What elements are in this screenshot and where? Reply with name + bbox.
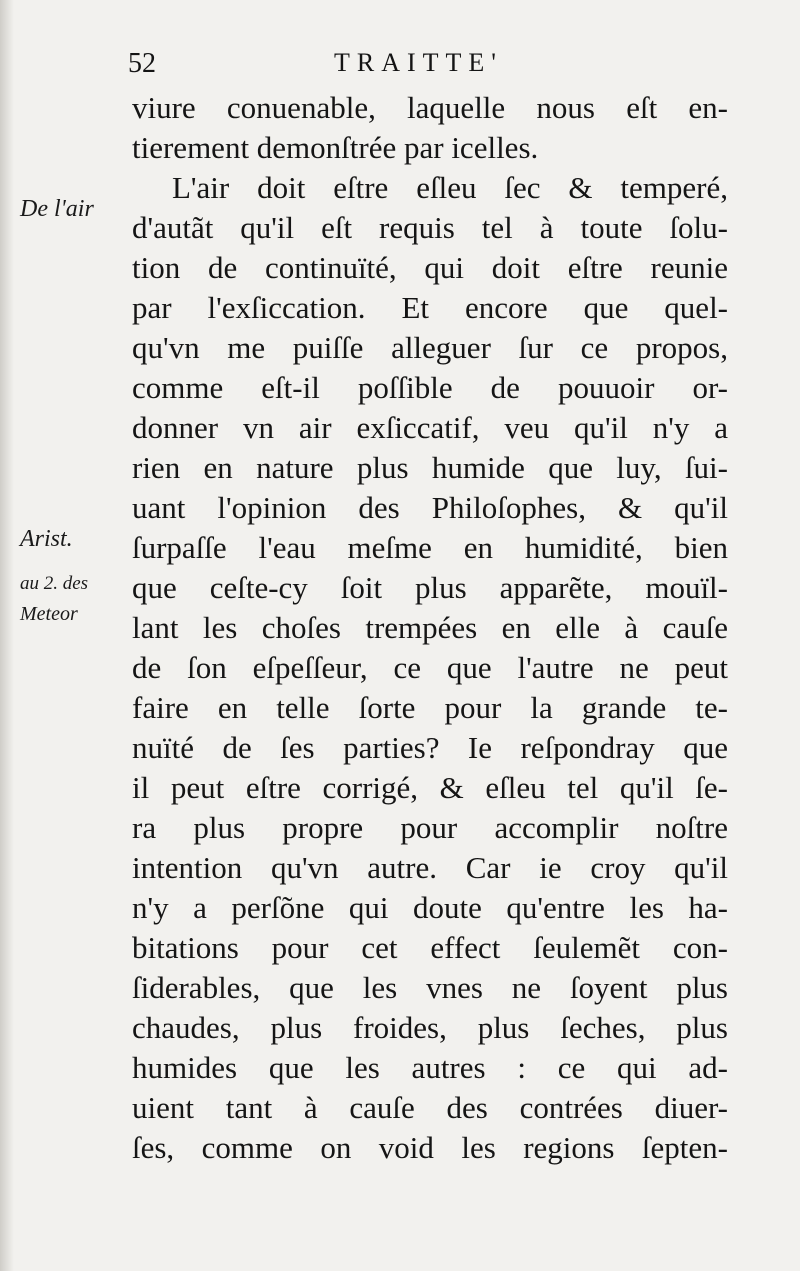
- margin-note-de-lair: De l'air: [20, 196, 94, 222]
- text-line: chaudes, plus froides, plus ſeches, plus: [132, 1010, 728, 1045]
- text-line: ſes, comme on void les regions ſepten-: [132, 1130, 728, 1165]
- text-line: L'air doit eſtre eſleu ſec & temperé,: [172, 170, 728, 205]
- text-line: ſurpaſſe l'eau meſme en humidité, bien: [132, 530, 728, 565]
- text-line: par l'exſiccation. Et encore que quel-: [132, 290, 728, 325]
- text-line: de ſon eſpeſſeur, ce que l'autre ne peut: [132, 650, 728, 685]
- text-line: uant l'opinion des Philoſophes, & qu'il: [132, 490, 728, 525]
- text-line: il peut eſtre corrigé, & eſleu tel qu'il ſe-: [132, 770, 728, 805]
- text-line: d'autãt qu'il eſt requis tel à toute ſolu-: [132, 210, 728, 245]
- margin-note-meteor-ref: au 2. des: [20, 573, 89, 594]
- text-line: viure conuenable, laquelle nous eſt en-: [132, 90, 728, 125]
- page-header: [128, 48, 728, 88]
- margin-note-arist: Arist.: [20, 526, 73, 552]
- text-line: qu'vn me puiſſe alleguer ſur ce propos,: [132, 330, 728, 365]
- running-title: TRAITTE': [334, 48, 503, 77]
- text-line: faire en telle ſorte pour la grande te-: [132, 690, 728, 725]
- margin-note-meteor: Meteor: [20, 603, 78, 625]
- page-number: 52: [128, 48, 156, 79]
- text-line: bitations pour cet effect ſeulemẽt con-: [132, 930, 728, 965]
- text-line: tion de continuïté, qui doit eſtre reunie: [132, 250, 728, 285]
- text-line: nuïté de ſes parties? Ie reſpondray que: [132, 730, 728, 765]
- text-line: intention qu'vn autre. Car ie croy qu'il: [132, 850, 728, 885]
- text-line: ra plus propre pour accomplir noſtre: [132, 810, 728, 845]
- text-line: comme eſt-il poſſible de pouuoir or-: [132, 370, 728, 405]
- text-line: ſiderables, que les vnes ne ſoyent plus: [132, 970, 728, 1005]
- text-line: uient tant à cauſe des contrées diuer-: [132, 1090, 728, 1125]
- text-line: lant les choſes trempées en elle à cauſe: [132, 610, 728, 645]
- text-line: donner vn air exſiccatif, veu qu'il n'y a: [132, 410, 728, 445]
- text-line: que ceſte-cy ſoit plus apparẽte, mouïl-: [132, 570, 728, 605]
- text-line: rien en nature plus humide que luy, ſui-: [132, 450, 728, 485]
- text-line: humides que les autres : ce qui ad-: [132, 1050, 728, 1085]
- page-gutter-shadow: [0, 0, 14, 1271]
- text-line: tierement demonſtrée par icelles.: [132, 130, 539, 165]
- text-line: n'y a perſõne qui doute qu'entre les ha-: [132, 890, 728, 925]
